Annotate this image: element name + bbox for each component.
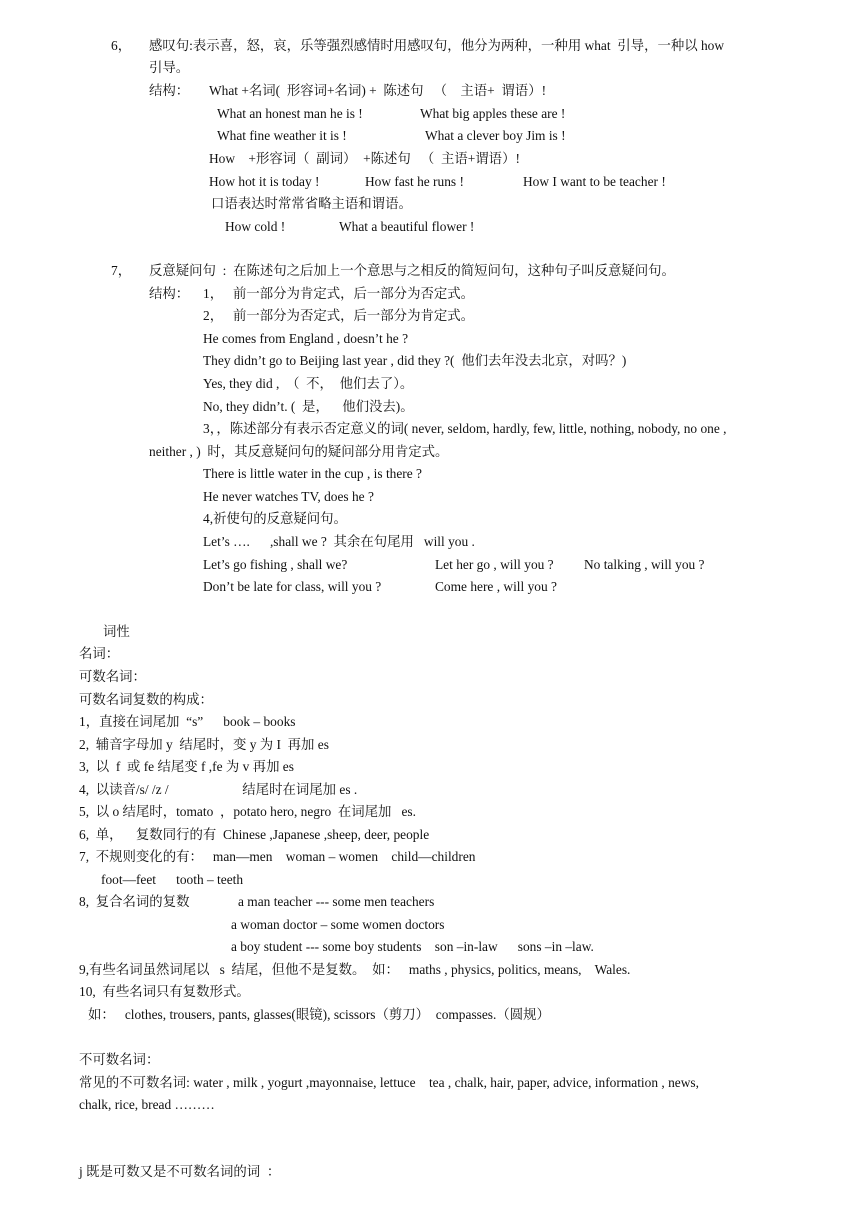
subheading: 可数名词复数的构成： [79, 692, 213, 707]
example: How hot it is today ! [209, 174, 320, 189]
plural-rule: 7, 不规则变化的有： man—men woman – women child—children [79, 849, 476, 864]
rule-number: 2， [203, 308, 224, 323]
example: Let’s …. ,shall we ? 其余在句尾用 will you . [203, 534, 475, 549]
subheading: 名词： [79, 646, 120, 661]
rule-cont: neither , ) 时，其反意疑问句的疑问部分用肯定式。 [149, 444, 449, 459]
example: How fast he runs ! [365, 174, 464, 189]
plural-rule: 3, 以 f 或 fe 结尾变 f ,fe 为 v 再加 es [79, 759, 294, 774]
example: No, they didn’t. ( 是， 他们没去)。 [203, 399, 414, 414]
section-heading: 词性 [103, 624, 130, 639]
example: What an honest man he is ! [217, 106, 363, 121]
example: What fine weather it is ! [217, 128, 347, 143]
plural-rule: 2, 辅音字母加 y 结尾时，变 y 为 I 再加 es [79, 737, 329, 752]
example: They didn’t go to Beijing last year , did they ?( 他们去年没去北京，对吗？) [203, 353, 627, 368]
rule: 3，，陈述部分有表示否定意义的词( never, seldom, hardly, few, little, nothing, nobody, no one , [203, 421, 727, 436]
tag-question-definition: 反意疑问句 : 在陈述句之后加上一个意思与之相反的简短问句，这种句子叫反意疑问句。 [149, 263, 675, 278]
item-number: 7， [111, 263, 132, 278]
example: Come here , will you ? [435, 579, 557, 594]
exclamation-definition: 感叹句:表示喜，怒，哀，乐等强烈感情时用感叹句，他分为两种，一种用 what 引导，一种以 how [149, 38, 725, 53]
subheading: 可数名词： [79, 669, 146, 684]
example: He comes from England , doesn’t he ? [203, 331, 409, 346]
example: There is little water in the cup , is there ? [203, 466, 423, 481]
rule: 前一部分为否定式，后一部分为肯定式。 [233, 308, 475, 323]
subheading: j 既是可数又是不可数名词的词 ： [79, 1164, 281, 1179]
example: 如： clothes, trousers, pants, glasses(眼镜), scissors（剪刀） compasses.（圆规） [88, 1007, 550, 1022]
example: He never watches TV, does he ? [203, 489, 374, 504]
structure-label: 结构： [149, 83, 190, 98]
plural-rule-cont: foot—feet tooth – teeth [101, 872, 244, 887]
example: Let her go , will you ? [435, 557, 554, 572]
plural-rule: 1，直接在词尾加 “s” book – books [79, 714, 296, 729]
example: Don’t be late for class, will you ? [203, 579, 382, 594]
rule-number: 1， [203, 286, 224, 301]
plural-rule: 9,有些名词虽然词尾以 s 结尾，但他不是复数。 如： maths , physics, politics, means, Wales. [79, 962, 631, 977]
example: How I want to be teacher ! [523, 174, 666, 189]
plural-rule: 4, 以读音/s/ /z / 结尾时在词尾加 es . [79, 782, 358, 797]
plural-rule: 5, 以 o 结尾时，tomato ，potato hero, negro 在词尾加 es. [79, 804, 416, 819]
item-number: 6， [111, 38, 132, 53]
plural-rule: 10, 有些名词只有复数形式。 [79, 984, 250, 999]
example: No talking , will you ? [584, 557, 705, 572]
plural-rule: 6, 单， 复数同行的有 Chinese ,Japanese ,sheep, deer, people [79, 827, 430, 842]
uncountable-list: 常见的不可数名词: water , milk , yogurt ,mayonnaise, lettuce tea , chalk, hair, paper, advice, information , news, [79, 1075, 699, 1090]
how-formula: How +形容词（ 副词） +陈述句 （ 主语+谓语）! [209, 151, 520, 166]
exclamation-definition-cont: 引导。 [149, 60, 190, 75]
uncountable-list-cont: chalk, rice, bread ……… [79, 1097, 215, 1112]
example: What a beautiful flower ! [339, 219, 475, 234]
rule: 前一部分为肯定式，后一部分为否定式。 [233, 286, 475, 301]
structure-label: 结构： [149, 286, 190, 301]
example: Let’s go fishing , shall we? [203, 557, 348, 572]
example: a man teacher --- some men teachers [238, 894, 435, 909]
note: 口语表达时常常省略主语和谓语。 [211, 196, 412, 211]
example: a boy student --- some boy students son –in-law sons –in –law. [231, 939, 594, 954]
what-formula: What +名词( 形容词+名词) + 陈述句 （ 主语+ 谓语）! [209, 83, 547, 98]
plural-rule: 8, 复合名词的复数 [79, 894, 190, 909]
example: What big apples these are ! [420, 106, 566, 121]
example: How cold ! [225, 219, 286, 234]
example: a woman doctor – some women doctors [231, 917, 445, 932]
example: Yes, they did , （ 不， 他们去了）。 [203, 376, 414, 391]
rule: 4,祈使句的反意疑问句。 [203, 511, 347, 526]
example: What a clever boy Jim is ! [425, 128, 566, 143]
subheading: 不可数名词： [79, 1052, 160, 1067]
